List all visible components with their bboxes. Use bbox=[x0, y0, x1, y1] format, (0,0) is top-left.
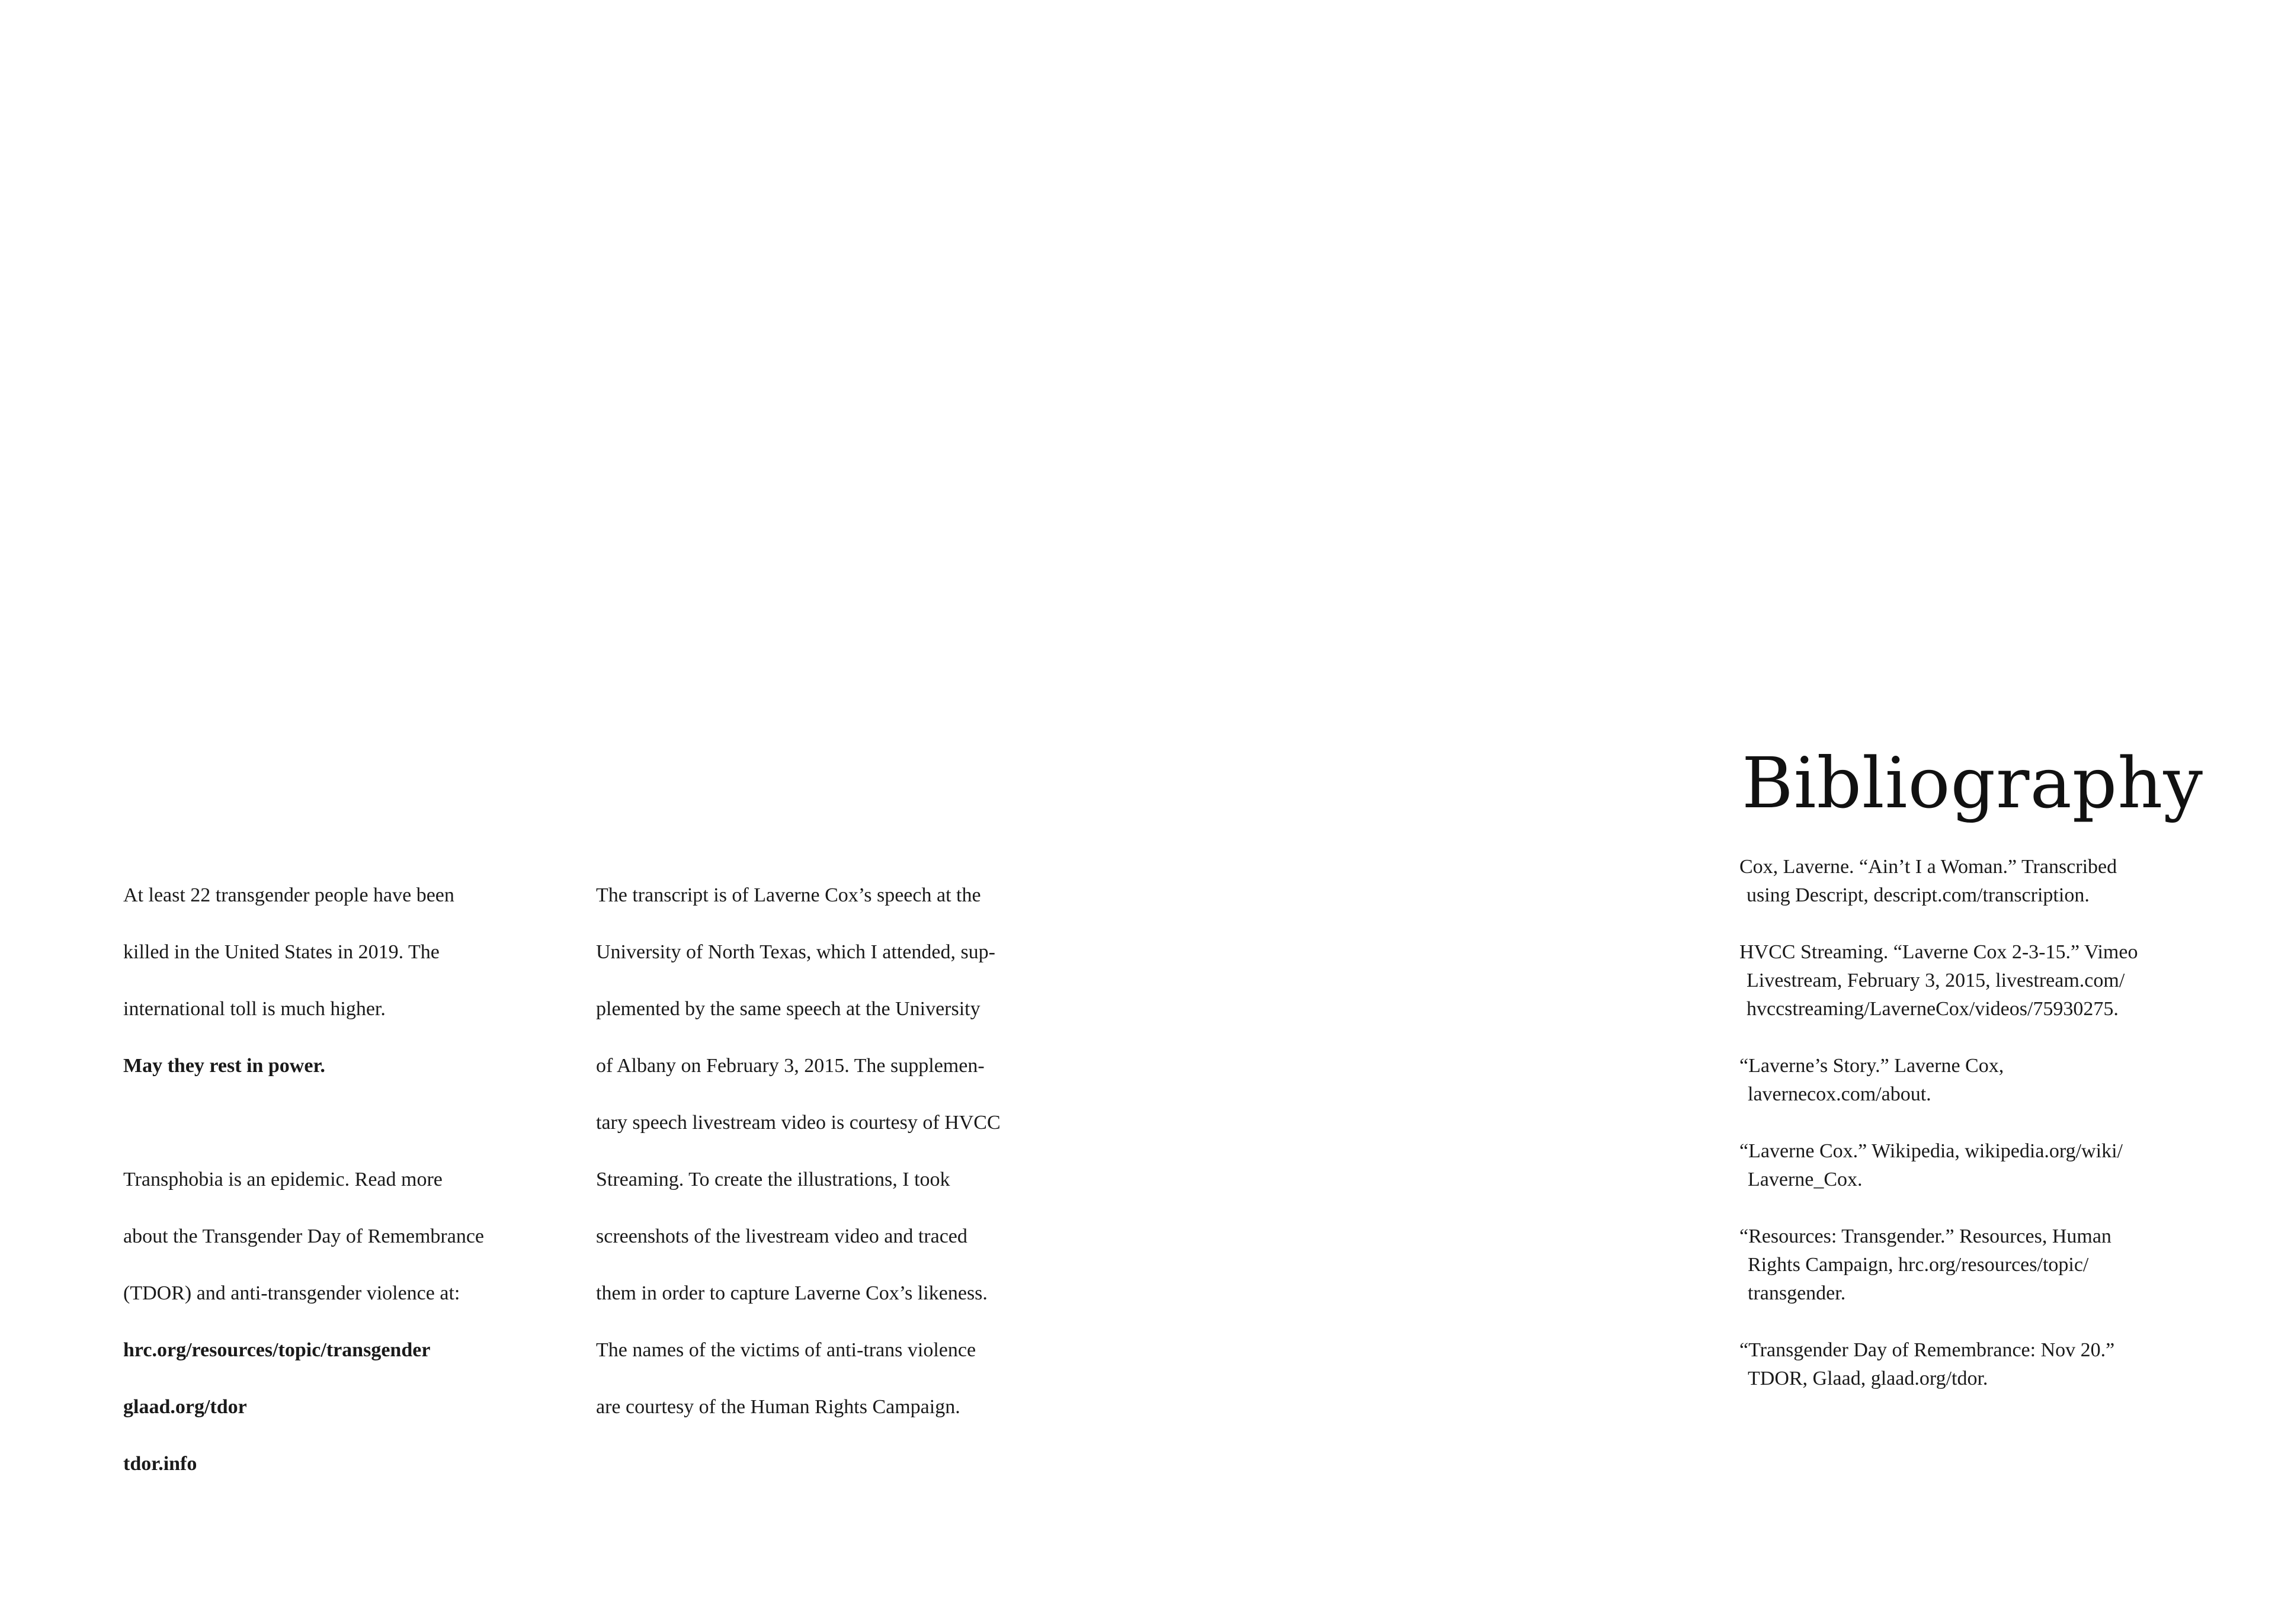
memorial-text-line: killed in the United States in 2019. The bbox=[123, 941, 440, 963]
resources-text-line: Transphobia is an epidemic. Read more bbox=[123, 1169, 443, 1190]
transcript-note-line: Streaming. To create the illustrations, I took bbox=[596, 1169, 950, 1190]
transcript-note-line: tary speech livestream video is courtesy of HVCC bbox=[596, 1112, 1001, 1134]
bibliography-title: Bibliography bbox=[1742, 742, 2203, 824]
transcript-note-line: screenshots of the livestream video and traced bbox=[596, 1225, 967, 1247]
bibliography-entry: “Resources: Transgender.” Resources, Human Rights Campaign, hrc.org/resources/topic/ transgender. bbox=[1739, 1225, 2111, 1304]
resources-text-line: about the Transgender Day of Remembrance bbox=[123, 1225, 484, 1247]
memorial-paragraph bbox=[123, 853, 550, 1109]
resource-link-hrc: hrc.org/resources/topic/transgender bbox=[123, 1339, 431, 1361]
resources-paragraph bbox=[123, 1137, 550, 1507]
bibliography-list bbox=[1739, 853, 2190, 1393]
transcript-note-line: plemented by the same speech at the University bbox=[596, 998, 981, 1020]
memorial-text-line: international toll is much higher. bbox=[123, 998, 386, 1020]
transcript-note-line: The transcript is of Laverne Cox’s speech at the bbox=[596, 884, 981, 906]
transcript-note-line: The names of the victims of anti-trans violence bbox=[596, 1339, 976, 1361]
bibliography-entry: “Transgender Day of Remembrance: Nov 20.” TDOR, Glaad, glaad.org/tdor. bbox=[1739, 1339, 2115, 1389]
resource-link-tdor: tdor.info bbox=[123, 1453, 197, 1475]
transcript-note-paragraph bbox=[596, 853, 1058, 1450]
transcript-note-line: are courtesy of the Human Rights Campaign. bbox=[596, 1396, 960, 1418]
transcript-note-column bbox=[596, 853, 1058, 1450]
memorial-text-line: At least 22 transgender people have been bbox=[123, 884, 454, 906]
bibliography-entry: Cox, Laverne. “Ain’t I a Woman.” Transcribed using Descript, descript.com/transcription. bbox=[1739, 856, 2117, 906]
bibliography-entry: “Laverne’s Story.” Laverne Cox, lavernecox.com/about. bbox=[1739, 1055, 2004, 1105]
transcript-note-line: of Albany on February 3, 2015. The supplemen- bbox=[596, 1055, 985, 1077]
bibliography-entry: HVCC Streaming. “Laverne Cox 2-3-15.” Vimeo Livestream, February 3, 2015, livestream.com/ hvccstreaming/LaverneCox/videos/75930275. bbox=[1739, 941, 2138, 1020]
memorial-column bbox=[123, 853, 550, 1507]
resources-text-line: (TDOR) and anti-transgender violence at: bbox=[123, 1282, 460, 1304]
memorial-emphasis: May they rest in power. bbox=[123, 1055, 325, 1077]
resource-link-glaad: glaad.org/tdor bbox=[123, 1396, 247, 1418]
transcript-note-line: University of North Texas, which I attended, sup- bbox=[596, 941, 996, 963]
transcript-note-line: them in order to capture Laverne Cox’s likeness. bbox=[596, 1282, 988, 1304]
bibliography-entry: “Laverne Cox.” Wikipedia, wikipedia.org/wiki/ Laverne_Cox. bbox=[1739, 1140, 2123, 1190]
